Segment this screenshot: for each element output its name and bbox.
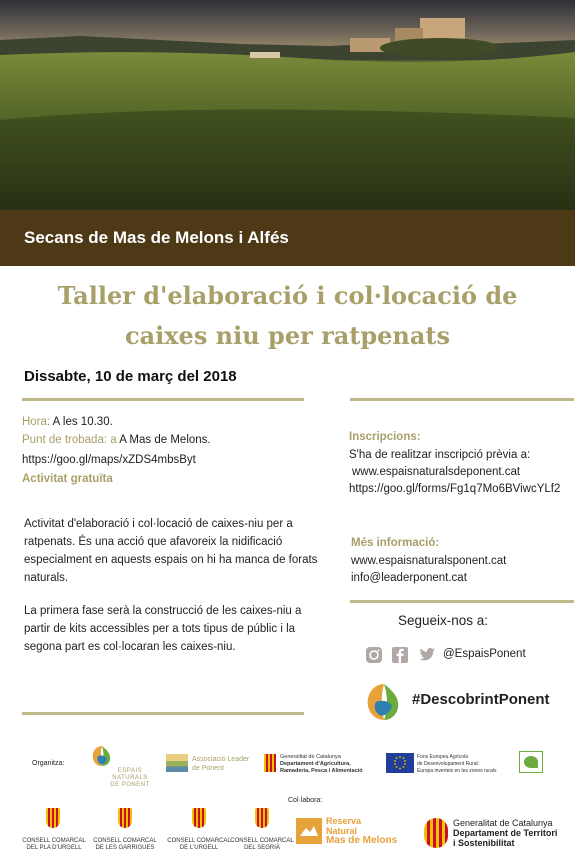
divider-left-bottom (22, 712, 304, 715)
gencat-agri-line3: Ramaderia, Pesca i Alimentació (280, 768, 363, 774)
consell-pla-urgell-text (18, 838, 90, 852)
divider-right-mid (350, 600, 574, 603)
meeting-point (22, 434, 211, 446)
event-title (0, 276, 575, 356)
consell-3-line1: CONSELL COMARCAL (167, 838, 231, 844)
consell-urgell-shield-icon (192, 808, 206, 828)
event-title-line1: Taller d'elaboració i col·locació de (57, 281, 518, 310)
gencat-territori-text (453, 818, 557, 848)
consell-garrigues-text (89, 838, 161, 852)
gencat-agri-line1: Generalitat de Catalunya (280, 754, 341, 760)
feader-text (417, 754, 517, 775)
event-title-line2: caixes niu per ratpenats (124, 321, 451, 350)
gencat-territori-line1: Generalitat de Catalunya (453, 818, 553, 828)
free-activity: Activitat gratuïta (22, 473, 113, 485)
leader-line1: Associació Leader (192, 756, 250, 763)
instagram-icon[interactable] (365, 646, 383, 664)
consell-pla-urgell-shield-icon (46, 808, 60, 828)
consell-garrigues-shield-icon (118, 808, 132, 828)
gencat-territori-line3: i Sostenibilitat (453, 838, 515, 848)
meeting-label: Punt de trobada: a (22, 434, 117, 446)
inscriptions-site-link[interactable]: www.espaisnaturalsdeponent.cat (352, 466, 521, 478)
landscape-illustration (0, 0, 575, 210)
consell-segria-text (226, 838, 298, 852)
espais-naturals-logo-icon (90, 744, 114, 768)
more-info-site-link[interactable]: www.espaisnaturalsponent.cat (351, 555, 507, 567)
reserva-natural-logo-icon (296, 818, 322, 844)
espais-naturals-text (100, 768, 160, 789)
espais-line1: ESPAIS (117, 768, 143, 774)
gencat-agri-text (280, 754, 380, 775)
feader-line2: de Desenvolupament Rural: (417, 761, 479, 767)
time-label: Hora: (22, 416, 51, 428)
gencat-flag-icon (264, 754, 276, 772)
hashtag: #DescobrintPonent (412, 691, 550, 708)
gencat-territori-line2: Departament de Territori (453, 828, 558, 838)
leaf-shape (524, 756, 538, 768)
consell-1-line2: DEL PLA D'URGELL (26, 845, 82, 851)
feader-line3: Europa inverteix en les zones rurals (417, 768, 497, 774)
location-banner (0, 210, 575, 266)
time-value: A les 10.30. (50, 416, 113, 428)
inscriptions-form-link[interactable]: https://goo.gl/forms/Fg1q7Mo6BViwcYLf2 (349, 483, 561, 495)
more-info-email-link[interactable]: info@leaderponent.cat (351, 572, 467, 584)
inscriptions-text: S'ha de realitzar inscripció prèvia a: (349, 449, 531, 461)
espais-line2: NATURALS (112, 775, 148, 781)
reserva-line2: Natural (326, 826, 358, 836)
collabora-label: Col·labora: (288, 797, 323, 804)
consell-4-line1: CONSELL COMARCAL (230, 838, 294, 844)
consell-4-line2: DEL SEGRIÀ (244, 845, 280, 851)
bird-icon (296, 818, 322, 844)
inscriptions-heading: Inscripcions: (349, 431, 421, 443)
consell-2-line1: CONSELL COMARCAL (93, 838, 157, 844)
consell-urgell-text (163, 838, 235, 852)
espais-line3: DE PONENT (110, 782, 150, 788)
event-date: Dissabte, 10 de març del 2018 (24, 368, 237, 385)
eu-flag-icon (386, 753, 414, 773)
consell-2-line2: DE LES GARRIGUES (95, 845, 155, 851)
consell-3-line2: DE L'URGELL (179, 845, 219, 851)
description-paragraph-1: Activitat d'elaboració i col·locació de caixes-niu per a ratpenats. És una acció que afavoreix la nidificació especialment en aquests espais on hi ha manca de forats naturals. (24, 518, 318, 584)
leader-text (192, 755, 258, 773)
map-link[interactable]: https://goo.gl/maps/xZDS4mbsByt (22, 454, 196, 466)
more-info-heading: Més informació: (351, 537, 440, 549)
reserva-line1: Reserva (326, 816, 362, 826)
meeting-value: A Mas de Melons. (116, 434, 211, 446)
reserva-natural-text (326, 816, 397, 846)
description-paragraph-2: La primera fase serà la construcció de les caixes-niu a partir de kits accessibles per a tots tipus de públic i la segona part es col·locaran les caixes-niu. (24, 605, 302, 653)
social-handle[interactable]: @EspaisPonent (443, 648, 526, 660)
descobrint-ponent-logo (362, 680, 406, 724)
reserva-line3: Mas de Melons (326, 835, 398, 846)
leader-logo-icon (166, 754, 188, 772)
twitter-icon[interactable] (418, 646, 436, 664)
location-title: Secans de Mas de Melons i Alfés (24, 228, 289, 247)
leader-line2: de Ponent (192, 765, 224, 772)
leader-eu-logo-icon (519, 751, 543, 773)
consell-1-line1: CONSELL COMARCAL (22, 838, 86, 844)
divider-right-top (350, 398, 574, 401)
feader-line1: Fons Europeu Agrícola (417, 754, 468, 760)
divider-left-top (22, 398, 304, 401)
time-info (22, 416, 113, 428)
organitza-label: Organitza: (32, 760, 65, 767)
gencat-agri-line2: Departament d'Agricultura, (280, 761, 351, 767)
gencat-territori-logo-icon (424, 818, 448, 848)
hero-photo (0, 0, 575, 210)
facebook-icon[interactable] (391, 646, 409, 664)
consell-segria-shield-icon (255, 808, 269, 828)
follow-us-label: Segueix-nos a: (398, 613, 489, 628)
